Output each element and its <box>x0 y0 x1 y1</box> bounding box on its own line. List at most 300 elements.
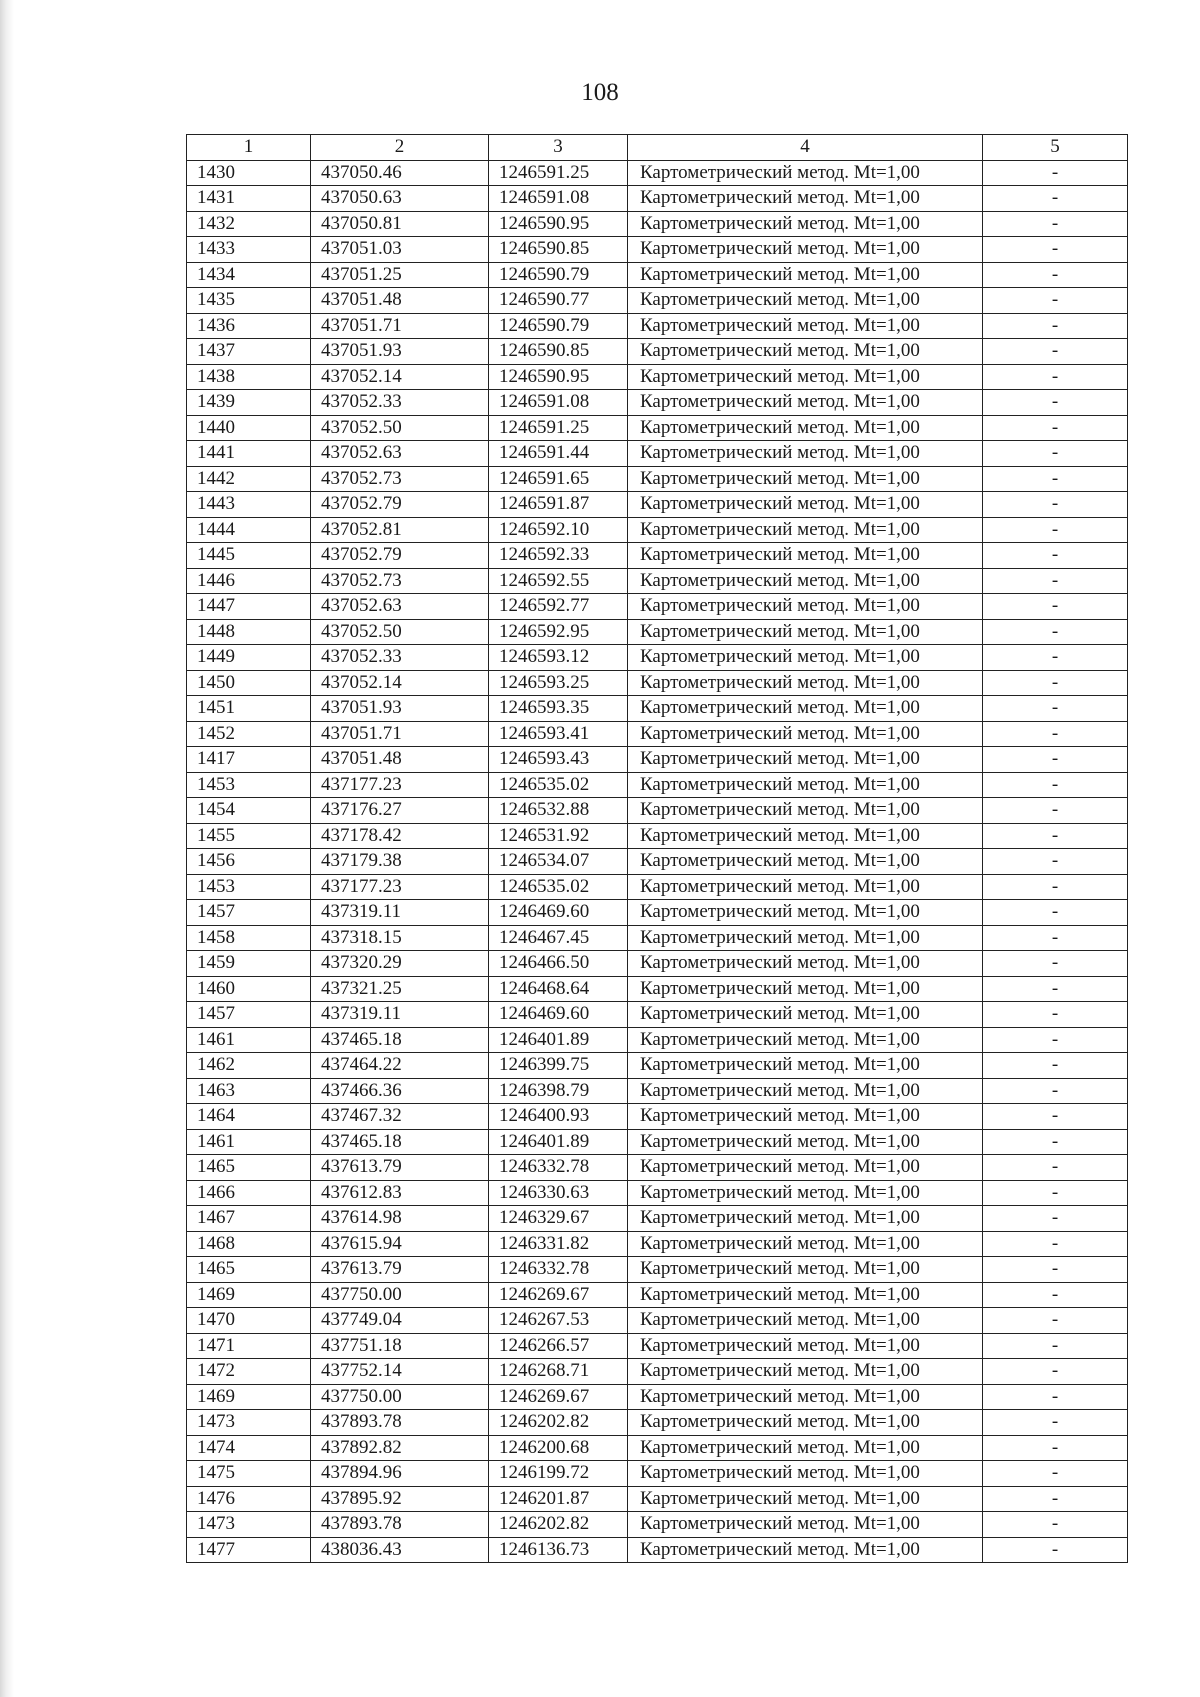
x-coordinate-cell: 438036.43 <box>311 1537 489 1563</box>
y-coordinate-cell: 1246591.44 <box>489 441 628 467</box>
table-body <box>187 160 1128 1563</box>
y-coordinate-cell: 1246329.67 <box>489 1206 628 1232</box>
method-cell: Картометрический метод. Mt=1,00 <box>628 645 983 671</box>
y-coordinate-cell: 1246592.77 <box>489 594 628 620</box>
x-coordinate-cell: 437467.32 <box>311 1104 489 1130</box>
y-coordinate-cell: 1246267.53 <box>489 1308 628 1334</box>
x-coordinate-cell: 437466.36 <box>311 1078 489 1104</box>
x-coordinate-cell: 437893.78 <box>311 1410 489 1436</box>
table-row <box>187 619 1128 645</box>
table-row <box>187 900 1128 926</box>
note-cell: - <box>983 1206 1128 1232</box>
table-row <box>187 288 1128 314</box>
method-cell: Картометрический метод. Mt=1,00 <box>628 1155 983 1181</box>
table-row <box>187 568 1128 594</box>
coordinates-table <box>186 134 1128 1563</box>
x-coordinate-cell: 437465.18 <box>311 1129 489 1155</box>
method-cell: Картометрический метод. Mt=1,00 <box>628 415 983 441</box>
y-coordinate-cell: 1246593.12 <box>489 645 628 671</box>
point-number-cell: 1439 <box>187 390 311 416</box>
note-cell: - <box>983 364 1128 390</box>
table-row <box>187 313 1128 339</box>
note-cell: - <box>983 1282 1128 1308</box>
method-cell: Картометрический метод. Mt=1,00 <box>628 696 983 722</box>
note-cell: - <box>983 798 1128 824</box>
y-coordinate-cell: 1246331.82 <box>489 1231 628 1257</box>
y-coordinate-cell: 1246202.82 <box>489 1410 628 1436</box>
y-coordinate-cell: 1246592.55 <box>489 568 628 594</box>
point-number-cell: 1441 <box>187 441 311 467</box>
point-number-cell: 1464 <box>187 1104 311 1130</box>
note-cell: - <box>983 976 1128 1002</box>
note-cell: - <box>983 1537 1128 1563</box>
table-row <box>187 211 1128 237</box>
point-number-cell: 1473 <box>187 1512 311 1538</box>
y-coordinate-cell: 1246593.25 <box>489 670 628 696</box>
table-row <box>187 1104 1128 1130</box>
y-coordinate-cell: 1246590.95 <box>489 211 628 237</box>
x-coordinate-cell: 437051.71 <box>311 721 489 747</box>
y-coordinate-cell: 1246269.67 <box>489 1384 628 1410</box>
y-coordinate-cell: 1246266.57 <box>489 1333 628 1359</box>
y-coordinate-cell: 1246399.75 <box>489 1053 628 1079</box>
table-row <box>187 594 1128 620</box>
note-cell: - <box>983 390 1128 416</box>
x-coordinate-cell: 437052.73 <box>311 466 489 492</box>
y-coordinate-cell: 1246591.65 <box>489 466 628 492</box>
point-number-cell: 1431 <box>187 186 311 212</box>
x-coordinate-cell: 437052.81 <box>311 517 489 543</box>
x-coordinate-cell: 437320.29 <box>311 951 489 977</box>
method-cell: Картометрический метод. Mt=1,00 <box>628 1435 983 1461</box>
note-cell: - <box>983 1333 1128 1359</box>
table-row <box>187 696 1128 722</box>
method-cell: Картометрический метод. Mt=1,00 <box>628 798 983 824</box>
point-number-cell: 1432 <box>187 211 311 237</box>
method-cell: Картометрический метод. Mt=1,00 <box>628 1002 983 1028</box>
y-coordinate-cell: 1246591.25 <box>489 160 628 186</box>
note-cell: - <box>983 543 1128 569</box>
x-coordinate-cell: 437894.96 <box>311 1461 489 1487</box>
x-coordinate-cell: 437052.14 <box>311 364 489 390</box>
note-cell: - <box>983 1308 1128 1334</box>
x-coordinate-cell: 437177.23 <box>311 772 489 798</box>
point-number-cell: 1438 <box>187 364 311 390</box>
method-cell: Картометрический метод. Mt=1,00 <box>628 1104 983 1130</box>
table-row <box>187 1053 1128 1079</box>
point-number-cell: 1460 <box>187 976 311 1002</box>
x-coordinate-cell: 437052.33 <box>311 645 489 671</box>
method-cell: Картометрический метод. Mt=1,00 <box>628 976 983 1002</box>
y-coordinate-cell: 1246532.88 <box>489 798 628 824</box>
point-number-cell: 1440 <box>187 415 311 441</box>
y-coordinate-cell: 1246592.10 <box>489 517 628 543</box>
method-cell: Картометрический метод. Mt=1,00 <box>628 619 983 645</box>
y-coordinate-cell: 1246590.85 <box>489 339 628 365</box>
table-row <box>187 237 1128 263</box>
page-number: 108 <box>581 79 619 106</box>
y-coordinate-cell: 1246332.78 <box>489 1257 628 1283</box>
x-coordinate-cell: 437750.00 <box>311 1384 489 1410</box>
note-cell: - <box>983 1078 1128 1104</box>
point-number-cell: 1475 <box>187 1461 311 1487</box>
note-cell: - <box>983 619 1128 645</box>
table-row <box>187 1180 1128 1206</box>
x-coordinate-cell: 437613.79 <box>311 1155 489 1181</box>
point-number-cell: 1446 <box>187 568 311 594</box>
method-cell: Картометрический метод. Mt=1,00 <box>628 721 983 747</box>
point-number-cell: 1471 <box>187 1333 311 1359</box>
x-coordinate-cell: 437051.48 <box>311 288 489 314</box>
x-coordinate-cell: 437321.25 <box>311 976 489 1002</box>
note-cell: - <box>983 645 1128 671</box>
method-cell: Картометрический метод. Mt=1,00 <box>628 441 983 467</box>
point-number-cell: 1448 <box>187 619 311 645</box>
point-number-cell: 1452 <box>187 721 311 747</box>
method-cell: Картометрический метод. Mt=1,00 <box>628 492 983 518</box>
table-row <box>187 1155 1128 1181</box>
note-cell: - <box>983 670 1128 696</box>
y-coordinate-cell: 1246201.87 <box>489 1486 628 1512</box>
y-coordinate-cell: 1246591.25 <box>489 415 628 441</box>
table-row <box>187 364 1128 390</box>
x-coordinate-cell: 437050.46 <box>311 160 489 186</box>
table-row <box>187 441 1128 467</box>
x-coordinate-cell: 437751.18 <box>311 1333 489 1359</box>
table-row <box>187 925 1128 951</box>
point-number-cell: 1417 <box>187 747 311 773</box>
x-coordinate-cell: 437051.25 <box>311 262 489 288</box>
method-cell: Картометрический метод. Mt=1,00 <box>628 1512 983 1538</box>
x-coordinate-cell: 437052.50 <box>311 619 489 645</box>
note-cell: - <box>983 1155 1128 1181</box>
point-number-cell: 1457 <box>187 1002 311 1028</box>
point-number-cell: 1449 <box>187 645 311 671</box>
x-coordinate-cell: 437319.11 <box>311 1002 489 1028</box>
table-row <box>187 721 1128 747</box>
note-cell: - <box>983 237 1128 263</box>
note-cell: - <box>983 1435 1128 1461</box>
table-row <box>187 1537 1128 1563</box>
y-coordinate-cell: 1246332.78 <box>489 1155 628 1181</box>
note-cell: - <box>983 1512 1128 1538</box>
table-row <box>187 1384 1128 1410</box>
point-number-cell: 1465 <box>187 1155 311 1181</box>
point-number-cell: 1469 <box>187 1384 311 1410</box>
y-coordinate-cell: 1246469.60 <box>489 900 628 926</box>
note-cell: - <box>983 517 1128 543</box>
x-coordinate-cell: 437178.42 <box>311 823 489 849</box>
note-cell: - <box>983 900 1128 926</box>
table-row <box>187 1129 1128 1155</box>
x-coordinate-cell: 437051.03 <box>311 237 489 263</box>
table-row <box>187 1231 1128 1257</box>
y-coordinate-cell: 1246330.63 <box>489 1180 628 1206</box>
x-coordinate-cell: 437892.82 <box>311 1435 489 1461</box>
note-cell: - <box>983 186 1128 212</box>
table-row <box>187 1461 1128 1487</box>
table-row <box>187 339 1128 365</box>
y-coordinate-cell: 1246400.93 <box>489 1104 628 1130</box>
point-number-cell: 1458 <box>187 925 311 951</box>
table-row <box>187 1078 1128 1104</box>
note-cell: - <box>983 466 1128 492</box>
table-row <box>187 798 1128 824</box>
table-row <box>187 1410 1128 1436</box>
y-coordinate-cell: 1246202.82 <box>489 1512 628 1538</box>
method-cell: Картометрический метод. Mt=1,00 <box>628 1486 983 1512</box>
note-cell: - <box>983 823 1128 849</box>
x-coordinate-cell: 437177.23 <box>311 874 489 900</box>
point-number-cell: 1469 <box>187 1282 311 1308</box>
table-row <box>187 670 1128 696</box>
y-coordinate-cell: 1246592.33 <box>489 543 628 569</box>
point-number-cell: 1466 <box>187 1180 311 1206</box>
x-coordinate-cell: 437749.04 <box>311 1308 489 1334</box>
y-coordinate-cell: 1246591.87 <box>489 492 628 518</box>
point-number-cell: 1436 <box>187 313 311 339</box>
y-coordinate-cell: 1246593.35 <box>489 696 628 722</box>
scan-edge-shadow <box>0 0 14 1697</box>
method-cell: Картометрический метод. Mt=1,00 <box>628 951 983 977</box>
point-number-cell: 1467 <box>187 1206 311 1232</box>
method-cell: Картометрический метод. Mt=1,00 <box>628 900 983 926</box>
method-cell: Картометрический метод. Mt=1,00 <box>628 1410 983 1436</box>
method-cell: Картометрический метод. Mt=1,00 <box>628 186 983 212</box>
table-row <box>187 1435 1128 1461</box>
method-cell: Картометрический метод. Mt=1,00 <box>628 160 983 186</box>
y-coordinate-cell: 1246593.41 <box>489 721 628 747</box>
point-number-cell: 1470 <box>187 1308 311 1334</box>
note-cell: - <box>983 211 1128 237</box>
note-cell: - <box>983 849 1128 875</box>
table-row <box>187 466 1128 492</box>
x-coordinate-cell: 437051.93 <box>311 339 489 365</box>
table-row <box>187 186 1128 212</box>
table-row <box>187 1257 1128 1283</box>
table-row <box>187 823 1128 849</box>
note-cell: - <box>983 288 1128 314</box>
point-number-cell: 1463 <box>187 1078 311 1104</box>
method-cell: Картометрический метод. Mt=1,00 <box>628 1078 983 1104</box>
method-cell: Картометрический метод. Mt=1,00 <box>628 823 983 849</box>
point-number-cell: 1461 <box>187 1129 311 1155</box>
method-cell: Картометрический метод. Mt=1,00 <box>628 925 983 951</box>
column-header-1: 1 <box>187 135 311 161</box>
y-coordinate-cell: 1246136.73 <box>489 1537 628 1563</box>
x-coordinate-cell: 437051.48 <box>311 747 489 773</box>
point-number-cell: 1435 <box>187 288 311 314</box>
y-coordinate-cell: 1246590.85 <box>489 237 628 263</box>
x-coordinate-cell: 437051.71 <box>311 313 489 339</box>
point-number-cell: 1459 <box>187 951 311 977</box>
y-coordinate-cell: 1246592.95 <box>489 619 628 645</box>
y-coordinate-cell: 1246466.50 <box>489 951 628 977</box>
point-number-cell: 1473 <box>187 1410 311 1436</box>
method-cell: Картометрический метод. Mt=1,00 <box>628 288 983 314</box>
table-row <box>187 1359 1128 1385</box>
note-cell: - <box>983 1384 1128 1410</box>
point-number-cell: 1447 <box>187 594 311 620</box>
y-coordinate-cell: 1246535.02 <box>489 772 628 798</box>
note-cell: - <box>983 1180 1128 1206</box>
note-cell: - <box>983 568 1128 594</box>
y-coordinate-cell: 1246401.89 <box>489 1129 628 1155</box>
table-row <box>187 1486 1128 1512</box>
table-row <box>187 1282 1128 1308</box>
x-coordinate-cell: 437052.79 <box>311 492 489 518</box>
point-number-cell: 1453 <box>187 772 311 798</box>
method-cell: Картометрический метод. Mt=1,00 <box>628 670 983 696</box>
point-number-cell: 1453 <box>187 874 311 900</box>
method-cell: Картометрический метод. Mt=1,00 <box>628 466 983 492</box>
method-cell: Картометрический метод. Mt=1,00 <box>628 237 983 263</box>
x-coordinate-cell: 437052.79 <box>311 543 489 569</box>
note-cell: - <box>983 1104 1128 1130</box>
y-coordinate-cell: 1246590.95 <box>489 364 628 390</box>
method-cell: Картометрический метод. Mt=1,00 <box>628 517 983 543</box>
method-cell: Картометрический метод. Mt=1,00 <box>628 339 983 365</box>
point-number-cell: 1468 <box>187 1231 311 1257</box>
method-cell: Картометрический метод. Mt=1,00 <box>628 364 983 390</box>
table-row <box>187 1512 1128 1538</box>
note-cell: - <box>983 415 1128 441</box>
note-cell: - <box>983 1461 1128 1487</box>
x-coordinate-cell: 437050.81 <box>311 211 489 237</box>
method-cell: Картометрический метод. Mt=1,00 <box>628 1308 983 1334</box>
column-header-3: 3 <box>489 135 628 161</box>
point-number-cell: 1437 <box>187 339 311 365</box>
y-coordinate-cell: 1246468.64 <box>489 976 628 1002</box>
x-coordinate-cell: 437614.98 <box>311 1206 489 1232</box>
x-coordinate-cell: 437752.14 <box>311 1359 489 1385</box>
table-row <box>187 160 1128 186</box>
method-cell: Картометрический метод. Mt=1,00 <box>628 594 983 620</box>
note-cell: - <box>983 313 1128 339</box>
method-cell: Картометрический метод. Mt=1,00 <box>628 313 983 339</box>
x-coordinate-cell: 437052.63 <box>311 594 489 620</box>
method-cell: Картометрический метод. Mt=1,00 <box>628 390 983 416</box>
table-row <box>187 951 1128 977</box>
point-number-cell: 1462 <box>187 1053 311 1079</box>
y-coordinate-cell: 1246469.60 <box>489 1002 628 1028</box>
note-cell: - <box>983 1053 1128 1079</box>
method-cell: Картометрический метод. Mt=1,00 <box>628 1053 983 1079</box>
table-row <box>187 1206 1128 1232</box>
note-cell: - <box>983 339 1128 365</box>
note-cell: - <box>983 1027 1128 1053</box>
method-cell: Картометрический метод. Mt=1,00 <box>628 1384 983 1410</box>
x-coordinate-cell: 437052.14 <box>311 670 489 696</box>
method-cell: Картометрический метод. Mt=1,00 <box>628 543 983 569</box>
point-number-cell: 1434 <box>187 262 311 288</box>
note-cell: - <box>983 1231 1128 1257</box>
method-cell: Картометрический метод. Mt=1,00 <box>628 1333 983 1359</box>
y-coordinate-cell: 1246200.68 <box>489 1435 628 1461</box>
x-coordinate-cell: 437750.00 <box>311 1282 489 1308</box>
x-coordinate-cell: 437052.63 <box>311 441 489 467</box>
method-cell: Картометрический метод. Mt=1,00 <box>628 772 983 798</box>
note-cell: - <box>983 441 1128 467</box>
method-cell: Картометрический метод. Mt=1,00 <box>628 262 983 288</box>
method-cell: Картометрический метод. Mt=1,00 <box>628 211 983 237</box>
note-cell: - <box>983 1002 1128 1028</box>
point-number-cell: 1450 <box>187 670 311 696</box>
method-cell: Картометрический метод. Mt=1,00 <box>628 874 983 900</box>
method-cell: Картометрический метод. Mt=1,00 <box>628 1257 983 1283</box>
method-cell: Картометрический метод. Mt=1,00 <box>628 1129 983 1155</box>
x-coordinate-cell: 437612.83 <box>311 1180 489 1206</box>
note-cell: - <box>983 772 1128 798</box>
x-coordinate-cell: 437613.79 <box>311 1257 489 1283</box>
point-number-cell: 1465 <box>187 1257 311 1283</box>
note-cell: - <box>983 1486 1128 1512</box>
y-coordinate-cell: 1246590.79 <box>489 262 628 288</box>
method-cell: Картометрический метод. Mt=1,00 <box>628 568 983 594</box>
table-row <box>187 1333 1128 1359</box>
point-number-cell: 1477 <box>187 1537 311 1563</box>
point-number-cell: 1443 <box>187 492 311 518</box>
table-row <box>187 390 1128 416</box>
note-cell: - <box>983 721 1128 747</box>
y-coordinate-cell: 1246467.45 <box>489 925 628 951</box>
point-number-cell: 1433 <box>187 237 311 263</box>
column-header-2: 2 <box>311 135 489 161</box>
point-number-cell: 1454 <box>187 798 311 824</box>
point-number-cell: 1461 <box>187 1027 311 1053</box>
table-row <box>187 517 1128 543</box>
table-row <box>187 874 1128 900</box>
y-coordinate-cell: 1246590.79 <box>489 313 628 339</box>
x-coordinate-cell: 437051.93 <box>311 696 489 722</box>
table-row <box>187 976 1128 1002</box>
point-number-cell: 1451 <box>187 696 311 722</box>
note-cell: - <box>983 1129 1128 1155</box>
y-coordinate-cell: 1246268.71 <box>489 1359 628 1385</box>
table-row <box>187 1308 1128 1334</box>
point-number-cell: 1444 <box>187 517 311 543</box>
point-number-cell: 1445 <box>187 543 311 569</box>
note-cell: - <box>983 951 1128 977</box>
x-coordinate-cell: 437052.73 <box>311 568 489 594</box>
y-coordinate-cell: 1246199.72 <box>489 1461 628 1487</box>
x-coordinate-cell: 437176.27 <box>311 798 489 824</box>
column-header-4: 4 <box>628 135 983 161</box>
x-coordinate-cell: 437052.33 <box>311 390 489 416</box>
method-cell: Картометрический метод. Mt=1,00 <box>628 747 983 773</box>
method-cell: Картометрический метод. Mt=1,00 <box>628 1461 983 1487</box>
note-cell: - <box>983 1359 1128 1385</box>
x-coordinate-cell: 437615.94 <box>311 1231 489 1257</box>
table-row <box>187 645 1128 671</box>
note-cell: - <box>983 492 1128 518</box>
method-cell: Картометрический метод. Mt=1,00 <box>628 1359 983 1385</box>
y-coordinate-cell: 1246398.79 <box>489 1078 628 1104</box>
table-row <box>187 415 1128 441</box>
point-number-cell: 1474 <box>187 1435 311 1461</box>
x-coordinate-cell: 437052.50 <box>311 415 489 441</box>
y-coordinate-cell: 1246593.43 <box>489 747 628 773</box>
note-cell: - <box>983 1410 1128 1436</box>
table-header-row <box>187 135 1128 161</box>
y-coordinate-cell: 1246269.67 <box>489 1282 628 1308</box>
y-coordinate-cell: 1246531.92 <box>489 823 628 849</box>
point-number-cell: 1456 <box>187 849 311 875</box>
method-cell: Картометрический метод. Mt=1,00 <box>628 1206 983 1232</box>
note-cell: - <box>983 262 1128 288</box>
note-cell: - <box>983 160 1128 186</box>
table-row <box>187 262 1128 288</box>
